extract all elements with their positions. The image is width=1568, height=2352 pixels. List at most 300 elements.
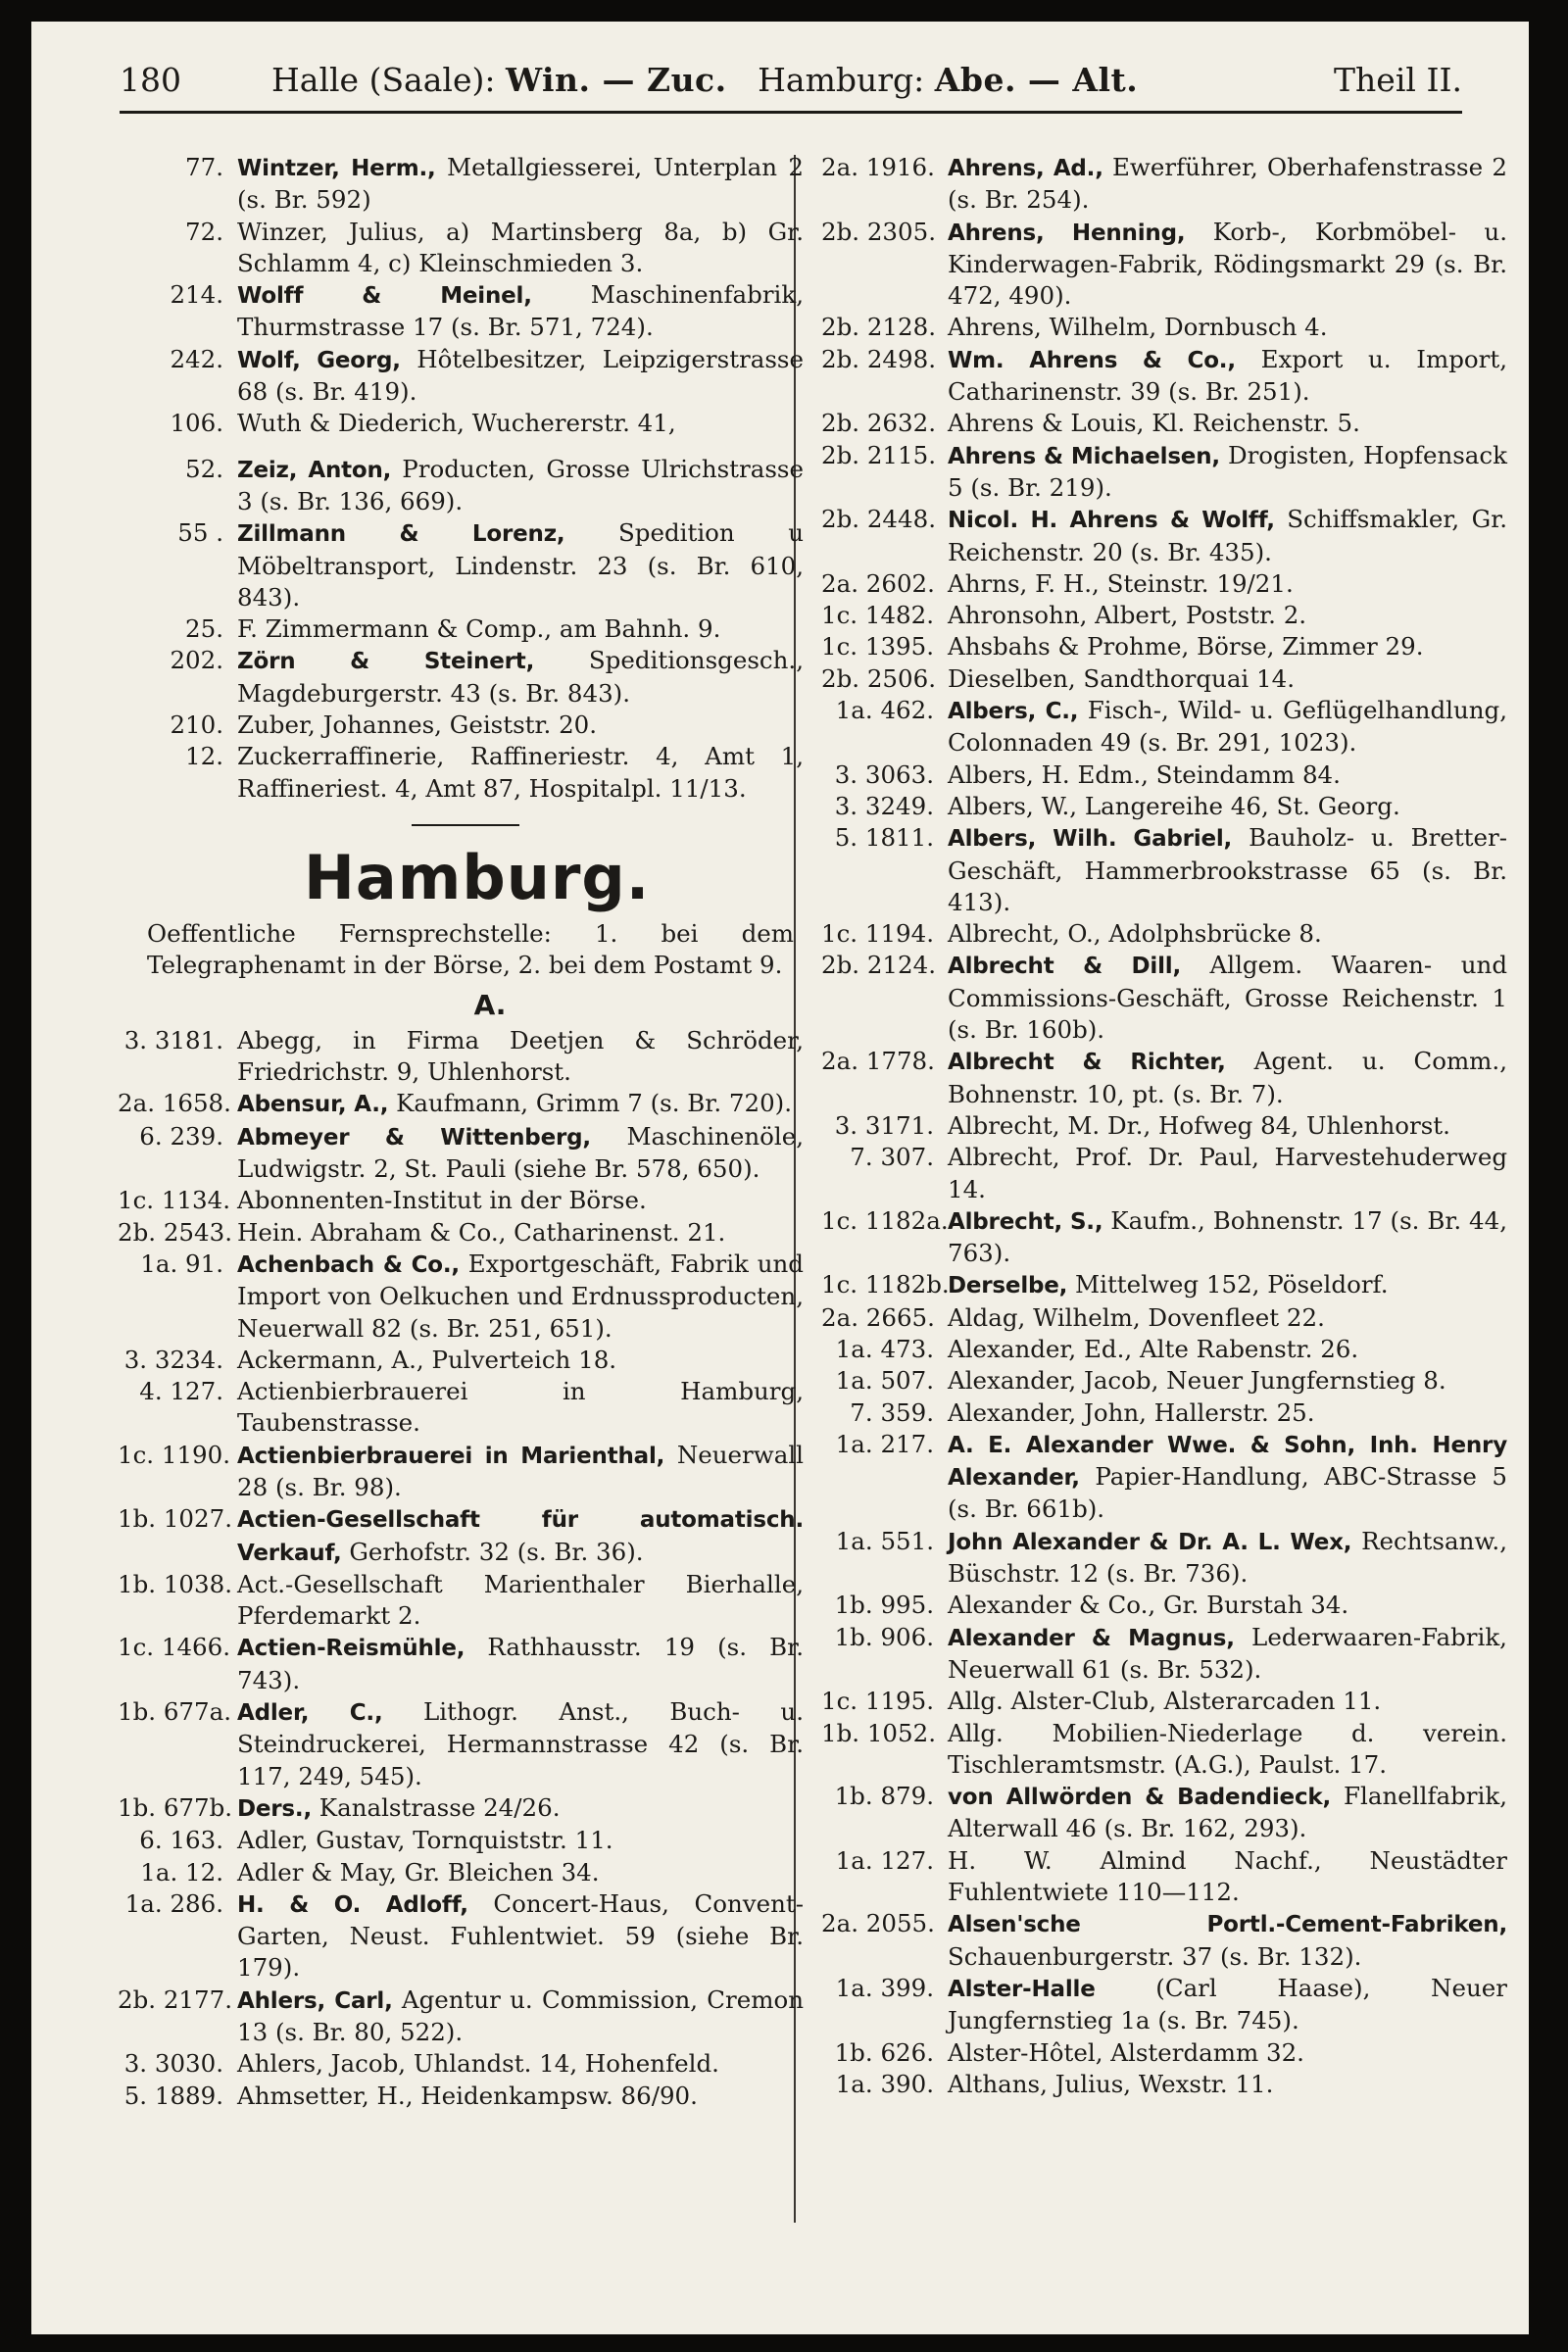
directory-entry [821, 1781, 1507, 1845]
entry-number: 1a. 286. [124, 1888, 223, 1918]
entry-name: Wintzer, Herm., [237, 156, 436, 181]
entry-number: 1c. 1482. [821, 601, 935, 630]
directory-entry [821, 1205, 1507, 1270]
entry-body [237, 1825, 804, 1856]
entry-details: Mittelweg 152, Pöseldorf. [1075, 1270, 1389, 1299]
entry-number: 3. 3181. [123, 1025, 223, 1054]
entry-name: Zillmann & Lorenz, [237, 521, 565, 548]
entry-details: Neuerwall 28 (s. Br. 98). [237, 1440, 804, 1501]
directory-entry [118, 2081, 804, 2112]
entry-body [948, 504, 1507, 568]
entry-details: (Carl Haase), Neuer Jungfernstieg 1a (s. Br. 745). [948, 1973, 1507, 2035]
entry-body [237, 152, 804, 217]
directory-entry [821, 1622, 1507, 1687]
directory-entry [821, 1908, 1507, 1973]
entry-details: Export u. Import, Catharinenstr. 39 (s. Br. 251). [948, 344, 1507, 407]
entry-body [237, 1503, 804, 1569]
entry-name: Albrecht & Richter, [948, 1050, 1226, 1076]
entry-details: Hôtelbesitzer, Leipzigerstrasse 68 (s. Br. 419). [237, 344, 805, 407]
entry-details: Papier-Handlung, ABC-Strasse 5 (s. Br. 661b). [948, 1462, 1508, 1524]
entry-body [948, 631, 1507, 662]
directory-entry [118, 1696, 804, 1792]
directory-entry [118, 152, 804, 217]
entry-body [948, 1781, 1507, 1845]
directory-entry [821, 1845, 1507, 1909]
header-range-left: Win. — Zuc. [506, 61, 727, 99]
entry-body [948, 1526, 1507, 1591]
entry-body [948, 791, 1507, 822]
entry-number: 1c. 1466. [118, 1633, 231, 1662]
entry-name: Albrecht, S., [948, 1208, 1103, 1235]
entry-details: Albers, W., Langereihe 46, St. Georg. [948, 791, 1400, 820]
entry-body [948, 1205, 1507, 1270]
entry-name: Actien-Gesellschaft für automatisch. Verkauf, [237, 1507, 804, 1566]
entry-body [948, 217, 1507, 313]
entry-name: Wolf, Georg, [237, 347, 401, 373]
entry-number: 2b. 2177. [118, 1984, 232, 2014]
entry-details: H. W. Almind Nachf., Neustädter Fuhlentwiete 110—112. [948, 1845, 1507, 1907]
directory-entry [821, 344, 1507, 409]
entry-name: Albers, Wilh. Gabriel, [948, 826, 1233, 853]
directory-entry [821, 1718, 1507, 1782]
directory-entry [821, 663, 1507, 695]
directory-entry [821, 791, 1507, 822]
directory-entry [118, 1121, 804, 1186]
directory-entry [118, 1440, 804, 1504]
entry-body [237, 1888, 804, 1984]
entry-number: 214. [170, 280, 223, 310]
entry-number: 2b. 2448. [821, 505, 936, 534]
directory-entry [821, 152, 1507, 217]
entry-body [948, 950, 1507, 1046]
entry-number: 1b. 995. [834, 1591, 934, 1620]
entry-body [237, 1857, 804, 1888]
entry-number: 6. 163. [139, 1826, 223, 1855]
entry-body [948, 1622, 1507, 1687]
entry-details: Ahrens, Wilhelm, Dornbusch 4. [948, 313, 1328, 342]
city-heading: Hamburg. [304, 841, 651, 913]
entry-details: Albrecht, Prof. Dr. Paul, Harvestehuderweg 14. [948, 1143, 1507, 1203]
entry-name: Actien-Reismühle, [237, 1636, 466, 1662]
directory-entry [821, 1973, 1507, 2037]
directory-entry [118, 1792, 804, 1825]
entry-number: 4. 127. [139, 1377, 223, 1406]
entry-number: 1c. 1182a. [821, 1205, 949, 1235]
entry-number: 1b. 677b. [118, 1792, 233, 1822]
entry-name: Ders., [237, 1795, 312, 1822]
entry-number: 2a. 2665. [821, 1302, 935, 1332]
entry-body [948, 1845, 1507, 1909]
entry-body [948, 1269, 1507, 1301]
entry-number: 1b. 906. [834, 1622, 934, 1651]
directory-entry [821, 1334, 1507, 1365]
entry-body [948, 600, 1507, 631]
entry-details: Korb-, Korbmöbel- u. Kinderwagen-Fabrik, Rödingsmarkt 29 (s. Br. 472, 490). [948, 217, 1507, 311]
entry-number: 1a. 507. [835, 1366, 934, 1396]
directory-entry [118, 408, 804, 439]
entry-details: Bauholz- u. Bretter-Geschäft, Hammerbrookstrasse 65 (s. Br. 413). [948, 823, 1507, 916]
entry-details: Zuber, Johannes, Geiststr. 20. [237, 710, 598, 740]
entry-body [948, 2037, 1507, 2069]
entry-name: Abmeyer & Wittenberg, [237, 1124, 591, 1151]
directory-entry [118, 517, 804, 613]
entry-number: 1a. 217. [835, 1429, 934, 1458]
entry-details: Maschinenöle, Ludwigstr. 2, St. Pauli (siehe Br. 578, 650). [237, 1121, 804, 1184]
entry-body [948, 312, 1507, 343]
entry-number: 1c. 1134. [118, 1186, 231, 1215]
entry-number: 2b. 2124. [821, 951, 936, 980]
entry-number: 12. [185, 742, 223, 771]
directory-entry [821, 504, 1507, 568]
directory-entry [821, 1110, 1507, 1142]
entry-number: 55 . [177, 518, 223, 548]
entry-details: Ahlers, Jacob, Uhlandst. 14, Hohenfeld. [237, 2049, 719, 2079]
entry-body [237, 454, 804, 518]
entry-body [237, 645, 804, 710]
header-city-right: Hamburg: [758, 61, 925, 99]
directory-entry [821, 1526, 1507, 1591]
entry-number: 2a. 2602. [821, 568, 935, 598]
letter-heading: A. [473, 988, 507, 1021]
directory-entry [821, 1686, 1507, 1717]
directory-entry [118, 1249, 804, 1345]
right-column [821, 152, 1507, 2100]
entry-number: 25. [185, 614, 223, 644]
left-column [118, 152, 804, 2112]
entry-name: Nicol. H. Ahrens & Wolff, [948, 508, 1275, 534]
entry-number: 2b. 2128. [821, 313, 936, 342]
directory-entry [118, 1376, 804, 1440]
entry-name: Ahrens, Ad., [948, 156, 1103, 181]
entry-body [237, 1217, 804, 1249]
directory-entry [821, 1269, 1507, 1301]
entry-body [948, 2069, 1507, 2100]
entry-body [948, 1718, 1507, 1782]
entry-details: Schauenburgerstr. 37 (s. Br. 132). [948, 1941, 1362, 1971]
entry-details: Actienbierbrauerei in Hamburg, Taubenstrasse. [237, 1377, 804, 1438]
directory-entry [821, 1590, 1507, 1621]
entry-details: Alexander & Co., Gr. Burstah 34. [948, 1591, 1349, 1620]
entry-details: Rathhausstr. 19 (s. Br. 743). [237, 1633, 804, 1694]
entry-body [948, 663, 1507, 695]
entry-number: 1b. 1027. [118, 1504, 232, 1534]
entry-number: 1c. 1195. [821, 1687, 935, 1716]
entry-body [948, 568, 1507, 600]
entry-details: Albrecht, O., Adolphsbrücke 8. [948, 919, 1322, 949]
entry-details: Hein. Abraham & Co., Catharinenst. 21. [237, 1217, 726, 1247]
entry-body [237, 2081, 804, 2112]
entry-number: 1b. 879. [834, 1782, 934, 1811]
directory-entry [821, 1142, 1507, 1205]
header-city-left: Halle (Saale): [271, 61, 496, 99]
entry-name: John Alexander & Dr. A. L. Wex, [948, 1529, 1352, 1555]
entry-details: Ahmsetter, H., Heidenkampsw. 86/90. [237, 2081, 698, 2110]
entry-details: Alexander, John, Hallerstr. 25. [948, 1397, 1315, 1427]
directory-entry [821, 822, 1507, 918]
entry-body [237, 344, 804, 409]
entry-body [948, 152, 1507, 217]
directory-entry [118, 1503, 804, 1569]
entry-name: Wm. Ahrens & Co., [948, 347, 1236, 373]
entry-name: Derselbe, [948, 1273, 1068, 1299]
entry-number: 1b. 677a. [118, 1697, 232, 1727]
entry-body [237, 517, 804, 613]
entry-details: Dieselben, Sandthorquai 14. [948, 663, 1296, 693]
directory-entry [118, 1888, 804, 1984]
entry-body [948, 760, 1507, 791]
entry-details: Ewerführer, Oberhafenstrasse 2 (s. Br. 254). [948, 153, 1507, 215]
directory-entry [118, 741, 804, 805]
entry-body [237, 1345, 804, 1376]
entry-details: Zuckerraffinerie, Raffineriestr. 4, Amt 1, Raffineriest. 4, Amt 87, Hospitalpl. 11/13. [237, 742, 804, 803]
entry-name: Ahrens & Michaelsen, [948, 443, 1220, 469]
directory-entry [118, 1185, 804, 1216]
directory-entry [821, 695, 1507, 760]
entry-details: Althans, Julius, Wexstr. 11. [948, 2069, 1274, 2098]
entry-body [237, 741, 804, 805]
header-ranges [271, 61, 1138, 99]
entry-body [237, 217, 804, 280]
directory-entry [821, 2069, 1507, 2100]
hamburg-entry-list-left [118, 1025, 804, 2112]
directory-entry [118, 1825, 804, 1856]
entry-details: Act.-Gesellschaft Marienthaler Bierhalle, Pferdemarkt 2. [237, 1569, 804, 1631]
entry-body [948, 1302, 1507, 1334]
entry-number: 2a. 1778. [821, 1047, 935, 1076]
directory-entry [821, 631, 1507, 662]
entry-details: Albers, H. Edm., Steindamm 84. [948, 760, 1341, 789]
entry-details: Schiffsmakler, Gr. Reichenstr. 20 (s. Br. 435). [948, 505, 1507, 566]
entry-details: Winzer, Julius, a) Martinsberg 8a, b) Gr. Schlamm 4, c) Kleinschmieden 3. [237, 217, 804, 277]
entry-body [237, 1088, 804, 1120]
directory-entry [821, 2037, 1507, 2069]
entry-details: Spedition u Möbeltransport, Lindenstr. 23 (s. Br. 610, 843). [237, 518, 804, 612]
directory-entry [118, 1025, 804, 1089]
directory-entry [118, 217, 804, 280]
header-rule [120, 111, 1462, 114]
entry-body [948, 408, 1507, 439]
entry-number: 3. 3030. [123, 2049, 223, 2079]
entry-details: Speditionsgesch., Magdeburgerstr. 43 (s. Br. 843). [237, 646, 804, 708]
entry-name: Ahlers, Carl, [237, 1987, 393, 2014]
directory-entry [821, 600, 1507, 631]
entry-number: 1c. 1194. [821, 919, 935, 949]
entry-body [948, 1973, 1507, 2037]
entry-number: 106. [170, 409, 223, 438]
entry-details: Agent. u. Comm., Bohnenstr. 10, pt. (s. Br. 7). [948, 1047, 1507, 1108]
entry-body [237, 710, 804, 741]
entry-details: Metallgiesserei, Unterplan 2 (s. Br. 592) [237, 153, 804, 215]
directory-entry [821, 1397, 1507, 1429]
entry-number: 242. [170, 344, 223, 373]
entry-body [237, 1025, 804, 1089]
directory-entry [118, 613, 804, 645]
entry-number: 202. [170, 646, 223, 675]
directory-entry [821, 1046, 1507, 1110]
entry-number: 5. 1811. [834, 823, 934, 853]
directory-entry [118, 645, 804, 710]
directory-entry [118, 710, 804, 741]
entry-number: 77. [185, 153, 223, 181]
entry-details: Wuth & Diederich, Wuchererstr. 41, [237, 409, 676, 438]
header-part: Theil II. [1334, 61, 1462, 99]
entry-number: 2a. 1658. [118, 1089, 231, 1118]
entry-details: Allg. Alster-Club, Alsterarcaden 11. [948, 1687, 1382, 1716]
entry-number: 2b. 2543. [118, 1217, 232, 1247]
entry-name: Adler, C., [237, 1700, 383, 1727]
entry-details: Kaufm., Bohnenstr. 17 (s. Br. 44, 763). [948, 1205, 1507, 1268]
entry-number: 1a. 12. [140, 1857, 223, 1886]
entry-body [948, 344, 1507, 409]
entry-details: Ahronsohn, Albert, Poststr. 2. [948, 601, 1307, 630]
entry-number: 3. 3063. [834, 760, 934, 789]
entry-details: Drogisten, Hopfensack 5 (s. Br. 219). [948, 440, 1507, 502]
entry-body [237, 408, 804, 439]
entry-number: 7. 307. [850, 1143, 934, 1172]
entry-body [948, 1686, 1507, 1717]
page-number: 180 [120, 61, 181, 99]
entry-number: 1a. 462. [835, 696, 934, 725]
entry-body [237, 1440, 804, 1504]
entry-number: 72. [185, 217, 223, 246]
entry-details: Allgem. Waaren- und Commissions-Geschäft, Grosse Reichenstr. 1 (s. Br. 160b). [948, 951, 1507, 1045]
entry-number: 3. 3249. [834, 791, 934, 820]
entry-number: 1a. 551. [835, 1526, 934, 1555]
directory-entry [118, 1857, 804, 1888]
entry-details: Ahrns, F. H., Steinstr. 19/21. [948, 568, 1294, 598]
entry-name: Albers, C., [948, 699, 1079, 725]
entry-body [237, 2048, 804, 2080]
entry-number: 6. 239. [139, 1121, 223, 1151]
entry-body [948, 1397, 1507, 1429]
entry-details: Ackermann, A., Pulverteich 18. [237, 1345, 617, 1374]
entry-details: Kanalstrasse 24/26. [318, 1792, 561, 1822]
entry-number: 1a. 399. [835, 1973, 934, 2002]
entry-details: Flanellfabrik, Alterwall 46 (s. Br. 162, 293). [948, 1782, 1507, 1843]
directory-entry [118, 1088, 804, 1120]
entry-body [237, 1376, 804, 1440]
entry-details: Exportgeschäft, Fabrik und Import von Oelkuchen und Erdnussproducten, Neuerwall 82 (s. Br. 251, 651). [237, 1249, 804, 1343]
directory-entry [118, 1632, 804, 1696]
halle-entry-list [118, 152, 804, 805]
directory-entry [118, 1984, 804, 2049]
entry-details: Allg. Mobilien-Niederlage d. verein. Tischleramtsmstr. (A.G.), Paulst. 17. [948, 1718, 1507, 1779]
entry-number: 2b. 2115. [821, 440, 936, 469]
hamburg-entry-list-right [821, 152, 1507, 2100]
entry-name: Alster-Halle [948, 1976, 1096, 2002]
entry-details: Producten, Grosse Ulrichstrasse 3 (s. Br. 136, 669). [237, 454, 804, 515]
directory-entry [821, 1302, 1507, 1334]
entry-details: Ahrens & Louis, Kl. Reichenstr. 5. [948, 409, 1360, 438]
entry-details: Alexander, Jacob, Neuer Jungfernstieg 8. [948, 1366, 1446, 1396]
entry-name: A. E. Alexander Wwe. & Sohn, Inh. Henry Alexander, [948, 1432, 1507, 1492]
entry-body [948, 1334, 1507, 1365]
entry-details: Gerhofstr. 32 (s. Br. 36). [349, 1537, 644, 1566]
entry-details: Lederwaaren-Fabrik, Neuerwall 61 (s. Br. 532). [948, 1622, 1507, 1684]
entry-body [237, 1249, 804, 1345]
entry-body [948, 1365, 1507, 1396]
entry-name: Actienbierbrauerei in Marienthal, [237, 1443, 665, 1469]
entry-details: Adler, Gustav, Tornquiststr. 11. [237, 1826, 613, 1855]
entry-number: 1a. 473. [835, 1334, 934, 1363]
intro-text: Oeffentliche Fernsprechstelle: 1. bei dem Telegraphenamt in der Börse, 2. bei dem Postamt 9. [147, 918, 794, 980]
entry-name: Zörn & Steinert, [237, 649, 535, 675]
entry-number: 1b. 1052. [821, 1718, 936, 1747]
entry-body [948, 695, 1507, 760]
entry-number: 5. 1889. [123, 2081, 223, 2110]
entry-number: 2b. 2506. [821, 663, 936, 693]
entry-body [948, 1046, 1507, 1110]
entry-number: 2b. 2498. [821, 344, 936, 373]
directory-entry [118, 344, 804, 409]
entry-details: Aldag, Wilhelm, Dovenfleet 22. [948, 1302, 1325, 1332]
directory-entry [821, 217, 1507, 313]
entry-number: 2b. 2305. [821, 217, 936, 246]
entry-number: 1a. 127. [835, 1845, 934, 1875]
directory-entry [821, 918, 1507, 950]
entry-name: Ahrens, Henning, [948, 220, 1186, 246]
entry-details: Agentur u. Commission, Cremon 13 (s. Br. 80, 522). [237, 1984, 804, 2047]
directory-entry [118, 1345, 804, 1376]
entry-details: Lithogr. Anst., Buch- u. Steindruckerei, Hermannstrasse 42 (s. Br. 117, 249, 545). [237, 1697, 804, 1790]
directory-entry [821, 760, 1507, 791]
entry-name: Zeiz, Anton, [237, 457, 392, 483]
entry-number: 1c. 1395. [821, 632, 935, 662]
section-rule [412, 824, 519, 826]
directory-entry [821, 950, 1507, 1046]
entry-number: 7. 359. [850, 1397, 934, 1427]
directory-entry [118, 1217, 804, 1249]
entry-details: Rechtsanw., Büschstr. 12 (s. Br. 736). [948, 1526, 1507, 1589]
entry-body [948, 918, 1507, 950]
directory-entry [118, 1569, 804, 1633]
entry-number: 52. [185, 454, 223, 483]
entry-body [237, 1632, 804, 1696]
entry-details: Abonnenten-Institut in der Börse. [237, 1186, 647, 1215]
directory-entry [118, 279, 804, 344]
entry-details: Alexander, Ed., Alte Rabenstr. 26. [948, 1334, 1359, 1363]
entry-body [237, 1984, 804, 2049]
directory-entry [821, 408, 1507, 439]
entry-details: F. Zimmermann & Comp., am Bahnh. 9. [237, 614, 721, 644]
entry-body [237, 279, 804, 344]
directory-entry [821, 1365, 1507, 1396]
entry-body [948, 1142, 1507, 1205]
entry-number: 2a. 2055. [821, 1909, 935, 1938]
entry-number: 3. 3234. [123, 1345, 223, 1374]
entry-body [948, 440, 1507, 505]
entry-number: 1b. 626. [834, 2037, 934, 2067]
entry-details: Albrecht, M. Dr., Hofweg 84, Uhlenhorst. [948, 1110, 1450, 1140]
entry-body [237, 1569, 804, 1633]
entry-details: Fisch-, Wild- u. Geflügelhandlung, Colonnaden 49 (s. Br. 291, 1023). [948, 696, 1507, 758]
entry-body [948, 1429, 1507, 1526]
directory-entry [821, 312, 1507, 343]
entry-name: Albrecht & Dill, [948, 954, 1181, 980]
header-range-right: Abe. — Alt. [934, 61, 1139, 99]
directory-entry [118, 2048, 804, 2080]
entry-body [948, 1908, 1507, 1973]
entry-gap [118, 440, 804, 454]
entry-body [237, 1696, 804, 1792]
entry-details: Abegg, in Firma Deetjen & Schröder, Friedrichstr. 9, Uhlenhorst. [237, 1025, 804, 1087]
entry-details: Adler & May, Gr. Bleichen 34. [237, 1857, 600, 1886]
entry-details: Alster-Hôtel, Alsterdamm 32. [948, 2037, 1304, 2067]
entry-details: Kaufmann, Grimm 7 (s. Br. 720). [396, 1089, 793, 1118]
entry-details: Ahsbahs & Prohme, Börse, Zimmer 29. [948, 632, 1424, 662]
entry-name: Wolff & Meinel, [237, 283, 532, 310]
entry-body [948, 1590, 1507, 1621]
